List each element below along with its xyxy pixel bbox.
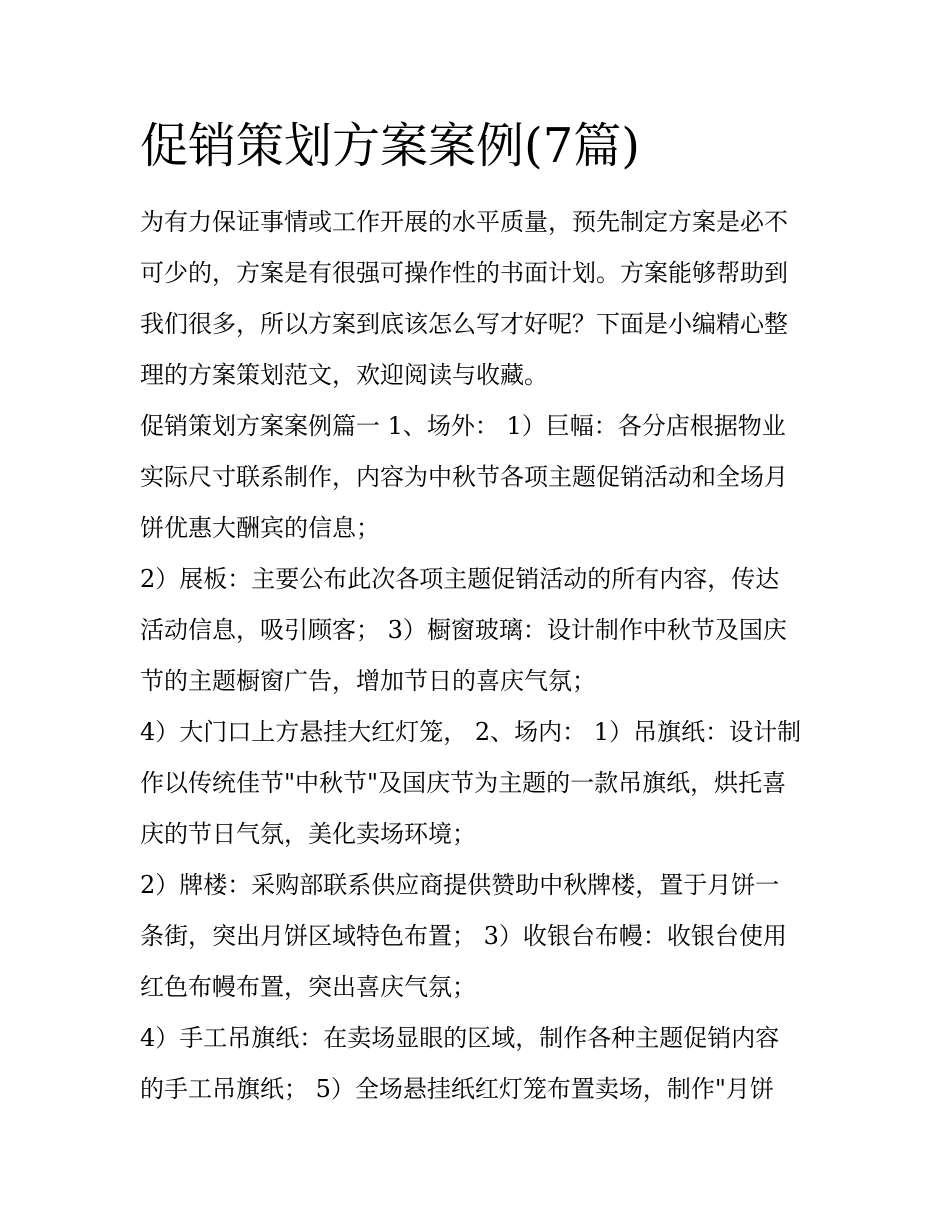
body-line: 2）牌楼：采购部联系供应商提供赞助中秋牌楼，置于月饼一 xyxy=(140,871,780,899)
body-line: 红色布幔布置，突出喜庆气氛； xyxy=(140,973,476,1001)
body-line: 饼优惠大酬宾的信息； xyxy=(140,514,380,542)
body-line: 节的主题橱窗广告，增加节日的喜庆气氛； xyxy=(140,667,596,695)
body-line: 可少的，方案是有很强可操作性的书面计划。方案能够帮助到 xyxy=(140,259,788,287)
body-line: 理的方案策划范文，欢迎阅读与收藏。 xyxy=(140,361,548,389)
body-line: 促销策划方案案例篇一 1、场外： 1）巨幅：各分店根据物业 xyxy=(140,412,786,440)
body-line: 4）手工吊旗纸：在卖场显眼的区域，制作各种主题促销内容 xyxy=(140,1024,780,1052)
body-line: 的手工吊旗纸； 5）全场悬挂纸红灯笼布置卖场，制作"月饼 xyxy=(140,1075,774,1103)
body-line: 我们很多，所以方案到底该怎么写才好呢？下面是小编精心整 xyxy=(140,310,788,338)
body-line: 庆的节日气氛，美化卖场环境； xyxy=(140,820,476,848)
body-line: 活动信息，吸引顾客； 3）橱窗玻璃：设计制作中秋节及国庆 xyxy=(140,616,787,644)
body-line: 条街，突出月饼区域特色布置； 3）收银台布幔：收银台使用 xyxy=(140,922,787,950)
body-line: 实际尺寸联系制作，内容为中秋节各项主题促销活动和全场月 xyxy=(140,463,788,491)
body-line: 2）展板：主要公布此次各项主题促销活动的所有内容，传达 xyxy=(140,565,780,593)
body-line: 作以传统佳节"中秋节"及国庆节为主题的一款吊旗纸，烘托喜 xyxy=(140,769,787,797)
body-line: 为有力保证事情或工作开展的水平质量，预先制定方案是必不 xyxy=(140,208,788,236)
body-line: 4）大门口上方悬挂大红灯笼， 2、场内： 1）吊旗纸：设计制 xyxy=(140,718,802,746)
document-body xyxy=(140,197,830,1115)
document-title: 促销策划方案案例(7篇) xyxy=(140,118,640,174)
